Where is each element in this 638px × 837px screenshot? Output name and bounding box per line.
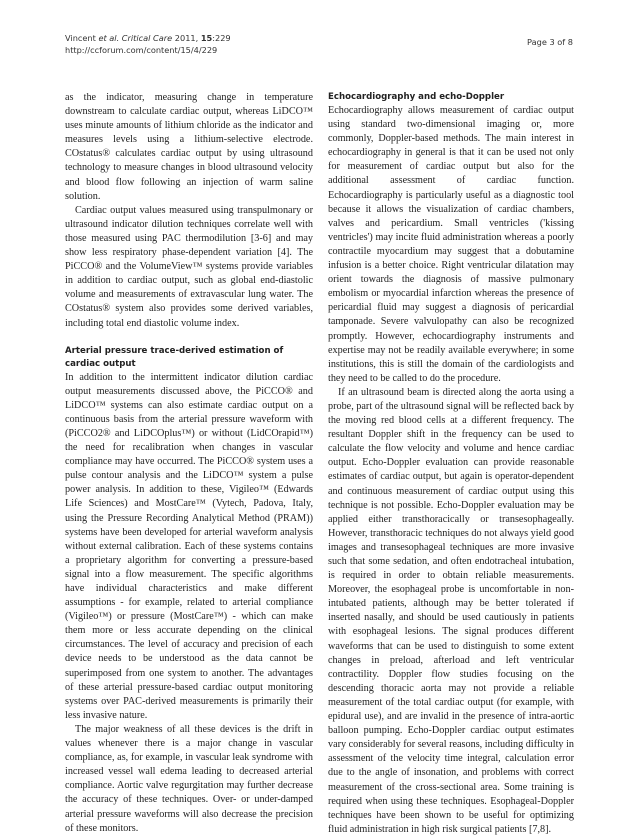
left-column [65,91,313,836]
citation-year: 2011, [172,33,201,43]
running-header [65,32,231,56]
paragraph: In addition to the intermittent indicator dilution cardiac output measurements discussed above, the PiCCO® and LiDCO™ systems can also estimate cardiac output on a continuous basis from the arterial pressure waveform with (PiCCO2® and LiDCOplus™) or without (LidCOrapid™) the need for recalibration when changes in vascular compliance may have occurred. The PiCCO® system uses a pulse contour analysis and the LiDCO™ system a pulse power analysis. In addition to these, Vigileo™ (Edwards Life Sciences) and MostCare™ (Vytech, Padova, Italy, using the Pressure Recording Analytical Method (PRAM)) systems have been developed for arterial waveform analysis without external calibration. Each of these systems contains a proprietary algorithm for converting a pressure-based signal into a flow measurement. The specific algorithms have individual characteristics and make different assumptions - for example, related to arterial compliance (Vigileo™) or pressure (MostCare™) - which can make them more or less accurate depending on the clinical circumstances. The level of accuracy and precision of each device needs to be understood as the data cannot be superimposed from one system to another. The advantages of these arterial pressure-based cardiac output monitoring systems over PAC-derived measurements is primarily their less invasive nature. [65,371,313,721]
right-column [328,91,574,837]
paragraph: The major weakness of all these devices is the drift in values whenever there is a major change in vascular compliance, as, for example, in vascular leak syndrome with increased vessel wall edema leading to decreased arterial compliance. Aortic valve regurgitation may further decrease the accuracy of these techniques. Over- or under-damped arterial pressure waveforms will also decrease the precision of these monitors. [65,723,313,834]
citation-etal: et al. [98,33,120,43]
page-number: Page 3 of 8 [527,37,573,47]
paragraph: Echocardiography allows measurement of cardiac output using standard two-dimensional imaging or, more commonly, Doppler-based methods. The main interest in echocardiography in general is that it can be used not only for measurement of cardiac output but also for the additional assessment of cardiac function. Echocardiography is particularly useful as a diagnostic tool because it allows the visualization of cardiac chambers, valves and pericardium. Small ventricles ('kissing ventricles') may incite fluid administration whereas a poorly contractile myocardium may suggest that a dobutamine infusion is a better choice. Right ventricular dilatation may orient towards the diagnosis of massive pulmonary embolism or myocardial infarction whereas the presence of pericardial fluid may suggest a diagnosis of pericardial tamponade. Severe valvulopathy can also be recognized promptly. However, echocardiography instruments and expertise may not be readily available everywhere; in some institutions, this is still the domain of the cardiologists and they need to be called to do the procedure. [328,105,574,384]
citation-authors: Vincent [65,33,99,43]
article-url[interactable]: http://ccforum.com/content/15/4/229 [65,45,218,55]
section-heading: Echocardiography and echo-Doppler [328,92,505,102]
paragraph: Cardiac output values measured using transpulmonary or ultrasound indicator dilution techniques correlate well with those measured using PAC thermodilution [3-6] and may show less respiratory phase-dependent variation [4]. The PiCCO® and the VolumeView™ systems provide variables in addition to cardiac output, such as global end-diastolic volume and measurements of extravascular lung water. The COstatus® system also provides some derived variables, including total end diastolic volume index. [65,204,313,329]
paragraph: If an ultrasound beam is directed along the aorta using a probe, part of the ultrasound signal will be reflected back by the moving red blood cells at a different frequency. The resultant Doppler shift in the frequency can be used to calculate the flow velocity and volume and hence cardiac output. Echo-Doppler evaluation can provide reasonable estimates of cardiac output, but again is operator-dependent and continuous measurement of cardiac output using this technique is not possible. Echo-Doppler evaluation may be applied either transthoracically or transesophageally. However, transthoracic techniques do not always yield good images and transesophageal techniques are more invasive such that some sedation, and often endotracheal intubation, is required in order to obtain reliable measurements. Moreover, the esophageal probe is uncomfortable in non-intubated patients, although may be better tolerated if inserted nasally, and should be used cautiously in patients with esophageal lesions. The signal produces different waveforms that can be used to distinguish to some extent changes in preload, afterload and left ventricular contractility. Doppler flow studies focusing on the descending thoracic aorta may not provide a reliable measurement of the total cardiac output (for example, with epidural use), and are invalid in the presence of intra-aortic balloon pumping. Echo-Doppler cardiac output estimates vary considerably for several reasons, including difficulty in assessment of the velocity time integral, calculation error due to the angle of insonation, and problems with correct measurement of the cross-sectional area. Some training is required when using these techniques. Esophageal-Doppler techniques have been shown to be useful for optimizing fluid administration in high risk surgical patients [7,8]. [328,386,574,835]
paragraph: as the indicator, measuring change in temperature downstream to calculate cardiac output, whereas LiDCO™ uses minute amounts of lithium chloride as the indicator and measures levels using a lithium-selective electrode. COstatus® calculates cardiac output by using ultrasound technology to measure changes in blood ultrasound velocity and blood flow following an injection of warm saline solution. [65,92,313,202]
section-heading: Arterial pressure trace-derived estimation of cardiac output [65,345,284,369]
citation-volume: 15 [200,33,213,43]
citation-pages: :229 [212,33,231,43]
journal-name: Critical Care [119,33,173,43]
citation-line [65,32,231,44]
